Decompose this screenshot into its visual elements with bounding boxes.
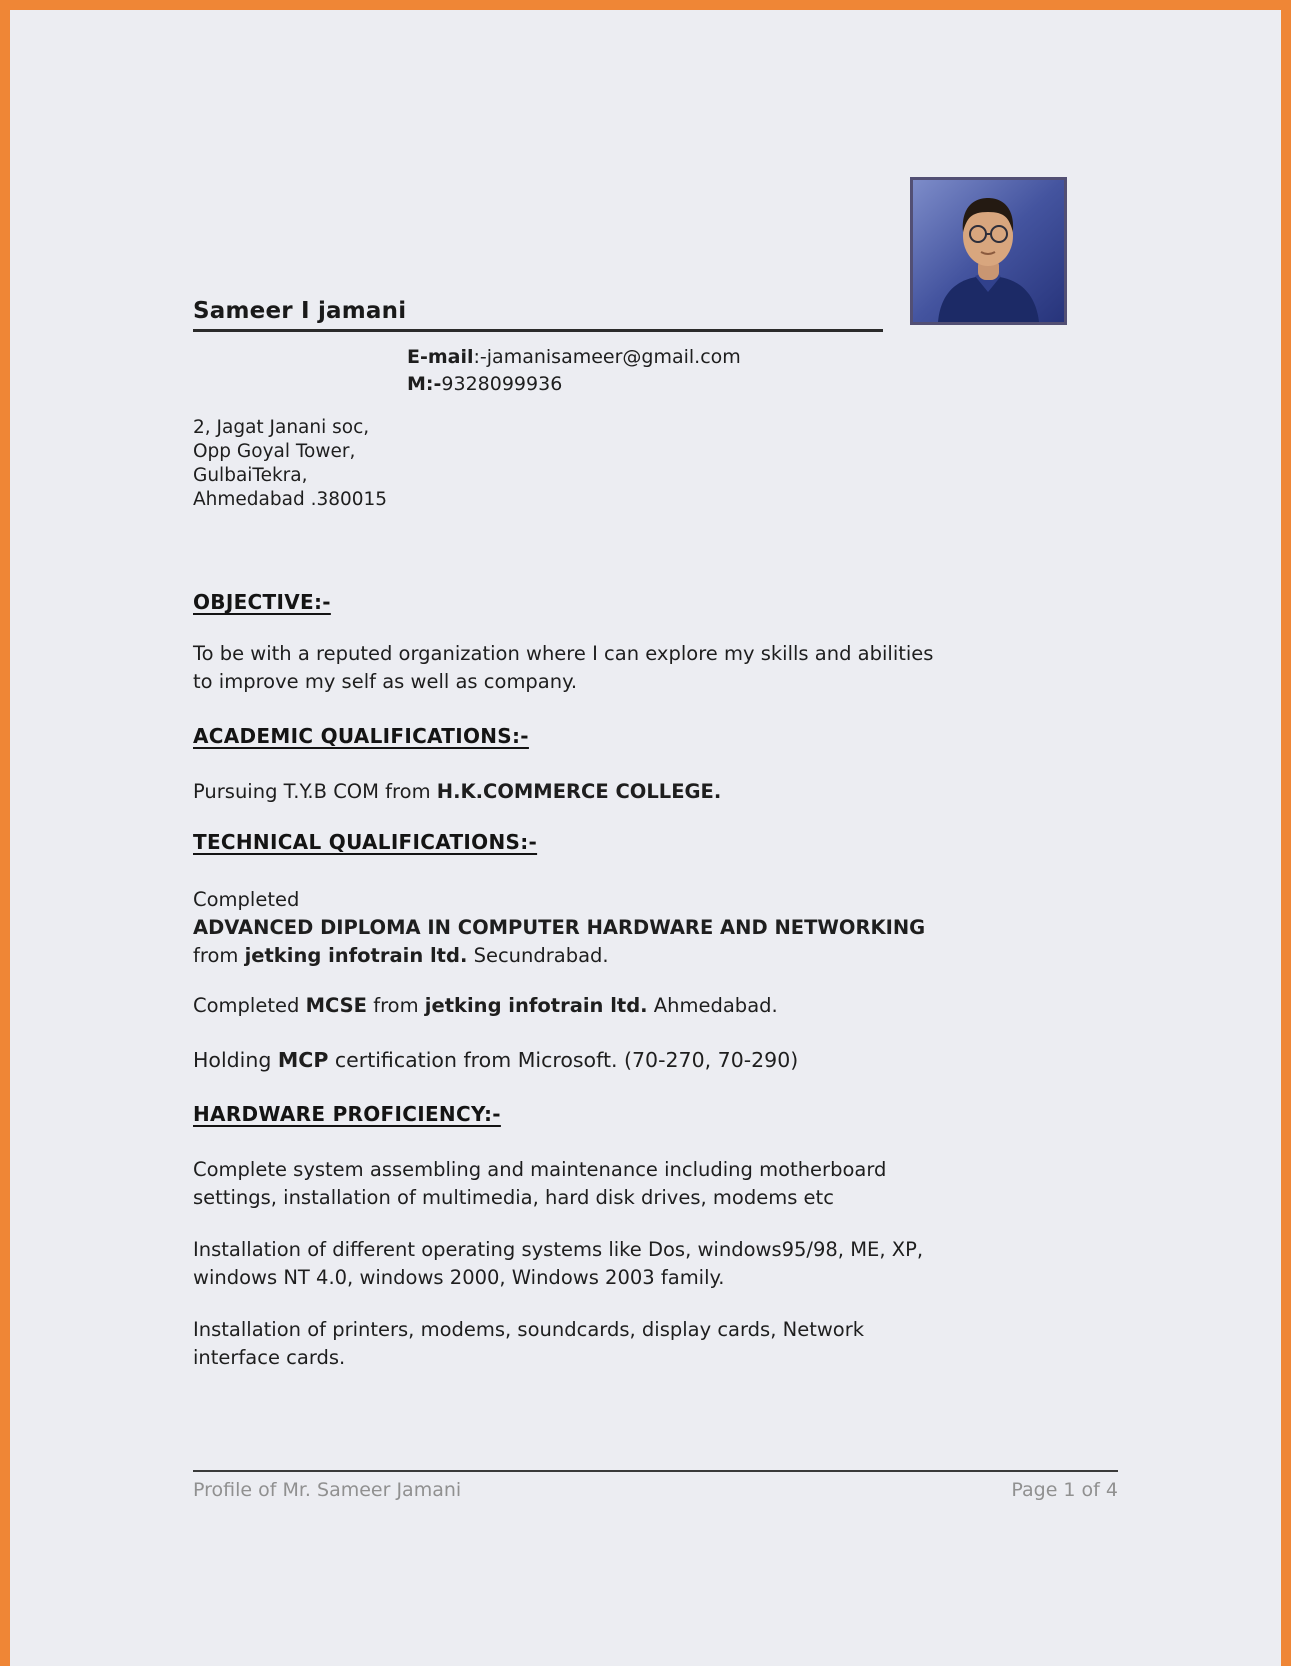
- academic-college: H.K.COMMERCE COLLEGE.: [436, 780, 722, 803]
- hardware-line: Installation of printers, modems, soundcards, display cards, Network: [193, 1318, 865, 1341]
- mcse-city: Ahmedabad.: [647, 994, 778, 1017]
- applicant-photo: [910, 177, 1067, 325]
- hardware-para-3: [193, 1316, 864, 1372]
- mobile-label: M:-: [407, 373, 442, 395]
- diploma-title: ADVANCED DIPLOMA IN COMPUTER HARDWARE AND NETWORKING: [193, 916, 926, 939]
- diploma-city: Secundrabad.: [467, 944, 609, 967]
- applicant-name: Sameer I jamani: [193, 298, 407, 324]
- mobile-value: 9328099936: [441, 373, 563, 395]
- footer-page-number: Page 1 of 4: [1011, 1479, 1118, 1501]
- objective-line: To be with a reputed organization where I can explore my skills and abilities: [193, 642, 934, 665]
- objective-line: to improve my self as well as company.: [193, 670, 578, 693]
- diploma-institute: jetking infotrain ltd.: [244, 944, 468, 967]
- mcse-institute: jetking infotrain ltd.: [424, 994, 648, 1017]
- academic-prefix: Pursuing T.Y.B COM from: [193, 780, 437, 803]
- diploma-from: from: [193, 944, 245, 967]
- technical-item-diploma: [193, 886, 925, 970]
- hardware-line: windows NT 4.0, windows 2000, Windows 2003 family.: [193, 1266, 725, 1289]
- mcse-mid: from: [367, 994, 425, 1017]
- address-line: 2, Jagat Janani soc,: [193, 417, 370, 438]
- address-line: GulbaiTekra,: [193, 465, 308, 486]
- diploma-line3: [193, 942, 925, 970]
- hardware-para-2: [193, 1236, 923, 1292]
- name-underline-rule: [193, 298, 883, 332]
- technical-item-mcse: [193, 992, 778, 1020]
- hardware-line: settings, installation of multimedia, hard disk drives, modems etc: [193, 1186, 834, 1209]
- email-label: E-mail: [407, 346, 474, 368]
- hardware-line: interface cards.: [193, 1346, 346, 1369]
- applicant-portrait-icon: [913, 180, 1064, 322]
- footer-profile-text: Profile of Mr. Sameer Jamani: [193, 1479, 462, 1501]
- contact-block: [407, 344, 741, 398]
- mcp-prefix: Holding: [193, 1048, 278, 1072]
- hardware-line: Installation of different operating systems like Dos, windows95/98, ME, XP,: [193, 1238, 924, 1261]
- mcse-prefix: Completed: [193, 994, 306, 1017]
- address-line: Opp Goyal Tower,: [193, 441, 356, 462]
- email-value: :-jamanisameer@gmail.com: [473, 346, 741, 368]
- hardware-para-1: [193, 1156, 886, 1212]
- mcp-suffix: certification from Microsoft. (70-270, 70-290): [328, 1048, 799, 1072]
- diploma-line1: Completed: [193, 888, 300, 911]
- technical-heading: TECHNICAL QUALIFICATIONS:-: [193, 830, 538, 854]
- email-line: [407, 344, 741, 371]
- objective-body: [193, 640, 933, 696]
- mcse-cert: MCSE: [305, 994, 368, 1017]
- objective-heading: OBJECTIVE:-: [193, 590, 331, 614]
- technical-item-mcp: [193, 1046, 798, 1074]
- page-footer: [193, 1470, 1118, 1501]
- address-line: Ahmedabad .380015: [193, 489, 388, 510]
- address-block: [193, 416, 387, 512]
- mcp-cert: MCP: [277, 1048, 329, 1072]
- hardware-line: Complete system assembling and maintenance including motherboard: [193, 1158, 887, 1181]
- hardware-heading: HARDWARE PROFICIENCY:-: [193, 1102, 501, 1126]
- academic-body: [193, 778, 721, 806]
- mobile-line: [407, 371, 741, 398]
- academic-heading: ACADEMIC QUALIFICATIONS:-: [193, 724, 529, 748]
